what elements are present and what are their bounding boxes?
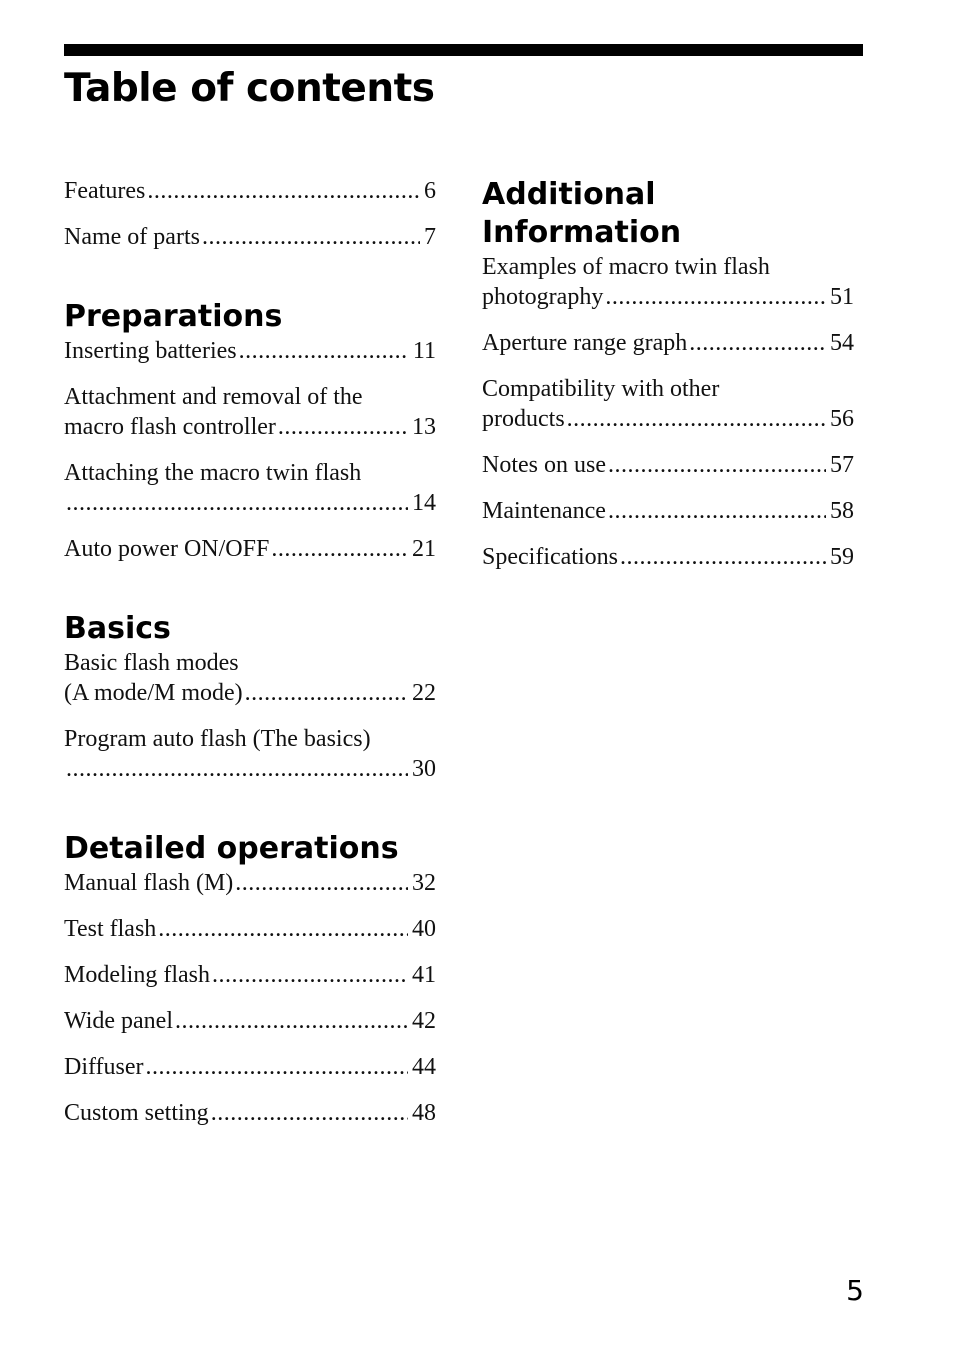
toc-entry-text: Attachment and removal of the [64,384,363,410]
toc-entry[interactable] [64,648,436,708]
toc-entry-label: Custom setting [64,1100,209,1126]
toc-entry-line [64,412,436,442]
toc-entry-page: 54 [830,330,854,356]
dot-leader [245,678,408,708]
dot-leader [147,176,420,206]
toc-entry-line [64,222,436,252]
dot-leader [202,222,420,252]
toc-entry-line [64,868,436,898]
dot-leader [608,496,826,526]
toc-entry-label: Inserting batteries [64,338,237,364]
toc-entry-text: Program auto flash (The basics) [64,726,371,752]
toc-entry-page: 41 [412,962,436,988]
toc-entry-line [64,534,436,564]
toc-entry-label: products [482,406,565,432]
toc-entry-line [64,960,436,990]
section-heading: Detailed operations [64,831,399,866]
dot-leader [689,328,826,358]
toc-entry-label: Specifications [482,544,618,570]
section-spacer [64,268,436,298]
dot-leader [271,534,408,564]
toc-entry-page: 6 [424,178,436,204]
toc-entry[interactable] [64,868,436,898]
dot-leader [608,450,826,480]
toc-right-column [482,176,854,588]
section-heading: Basics [64,611,171,646]
toc-entry-label: Modeling flash [64,962,210,988]
toc-entry-line [64,336,436,366]
toc-entry-line [482,404,854,434]
toc-entry-line [482,282,854,312]
dot-leader [212,960,408,990]
toc-entry-page: 11 [412,338,436,364]
toc-entry[interactable] [64,534,436,564]
dot-leader [211,1098,408,1128]
toc-entry-text: Attaching the macro twin flash [64,460,362,486]
dot-leader [567,404,826,434]
toc-entry-line [482,450,854,480]
section-spacer [64,800,436,830]
toc-entry-page: 13 [412,414,436,440]
toc-entry-page: 59 [830,544,854,570]
toc-entry-page: 48 [412,1100,436,1126]
toc-entry-line [64,1052,436,1082]
toc-left-column [64,176,436,1144]
toc-entry-line [64,754,436,784]
toc-entry-text: Compatibility with other [482,376,720,402]
dot-leader [235,868,408,898]
section-heading-line: Information [482,215,682,250]
toc-entry-label: Diffuser [64,1054,144,1080]
dot-leader [620,542,826,572]
toc-entry[interactable] [64,724,436,784]
toc-entry-page: 51 [830,284,854,310]
toc-entry-text: Basic flash modes [64,650,239,676]
toc-entry[interactable] [64,960,436,990]
toc-entry-line [482,496,854,526]
toc-entry[interactable] [482,542,854,572]
section-heading: Preparations [64,299,283,334]
toc-entry-page: 14 [412,490,436,516]
toc-entry-label: Auto power ON/OFF [64,536,270,562]
toc-entry-label: Manual flash (M) [64,870,234,896]
top-rule [64,44,863,56]
toc-entry-page: 32 [412,870,436,896]
toc-entry-label: Name of parts [64,224,200,250]
toc-entry-page: 40 [412,916,436,942]
toc-entry-line [64,488,436,518]
toc-entry-page: 22 [412,680,436,706]
toc-entry-label: Wide panel [64,1008,173,1034]
toc-entry[interactable] [64,176,436,206]
toc-entry[interactable] [64,1006,436,1036]
toc-entry-label: Maintenance [482,498,606,524]
toc-entry[interactable] [64,222,436,252]
toc-entry-line [64,176,436,206]
page-number: 5 [846,1274,864,1307]
toc-entry-line [64,678,436,708]
toc-entry[interactable] [64,458,436,518]
dot-leader [278,412,408,442]
dot-leader [66,488,408,518]
toc-entry-page: 58 [830,498,854,524]
toc-entry[interactable] [482,374,854,434]
dot-leader [146,1052,408,1082]
toc-entry-label: Test flash [64,916,157,942]
section-spacer [64,580,436,610]
toc-entry-page: 21 [412,536,436,562]
toc-entry-line [64,914,436,944]
toc-entry-label: Aperture range graph [482,330,688,356]
toc-entry-line [482,542,854,572]
toc-entry-line [64,1006,436,1036]
toc-entry[interactable] [64,914,436,944]
dot-leader [158,914,408,944]
toc-entry-label: (A mode/M mode) [64,680,243,706]
toc-entry[interactable] [482,450,854,480]
toc-entry[interactable] [64,382,436,442]
toc-entry-line [482,328,854,358]
toc-entry-page: 56 [830,406,854,432]
dot-leader [66,754,408,784]
toc-entry[interactable] [64,336,436,366]
toc-entry[interactable] [64,1052,436,1082]
toc-entry-page: 7 [424,224,436,250]
section-heading-line: Additional [482,177,656,212]
toc-entry-page: 57 [830,452,854,478]
section-heading [482,176,854,252]
toc-entry-text: Examples of macro twin flash [482,254,770,280]
page-title: Table of contents [64,66,435,111]
toc-entry-page: 30 [412,756,436,782]
toc-entry-page: 44 [412,1054,436,1080]
toc-entry[interactable] [482,252,854,312]
dot-leader [605,282,826,312]
toc-entry-page: 42 [412,1008,436,1034]
toc-entry-line [64,1098,436,1128]
toc-entry-label: Notes on use [482,452,606,478]
toc-entry-label: macro flash controller [64,414,276,440]
toc-entry-label: Features [64,178,146,204]
dot-leader [175,1006,408,1036]
dot-leader [239,336,409,366]
toc-entry[interactable] [482,496,854,526]
toc-entry[interactable] [64,1098,436,1128]
toc-entry[interactable] [482,328,854,358]
toc-entry-label: photography [482,284,604,310]
